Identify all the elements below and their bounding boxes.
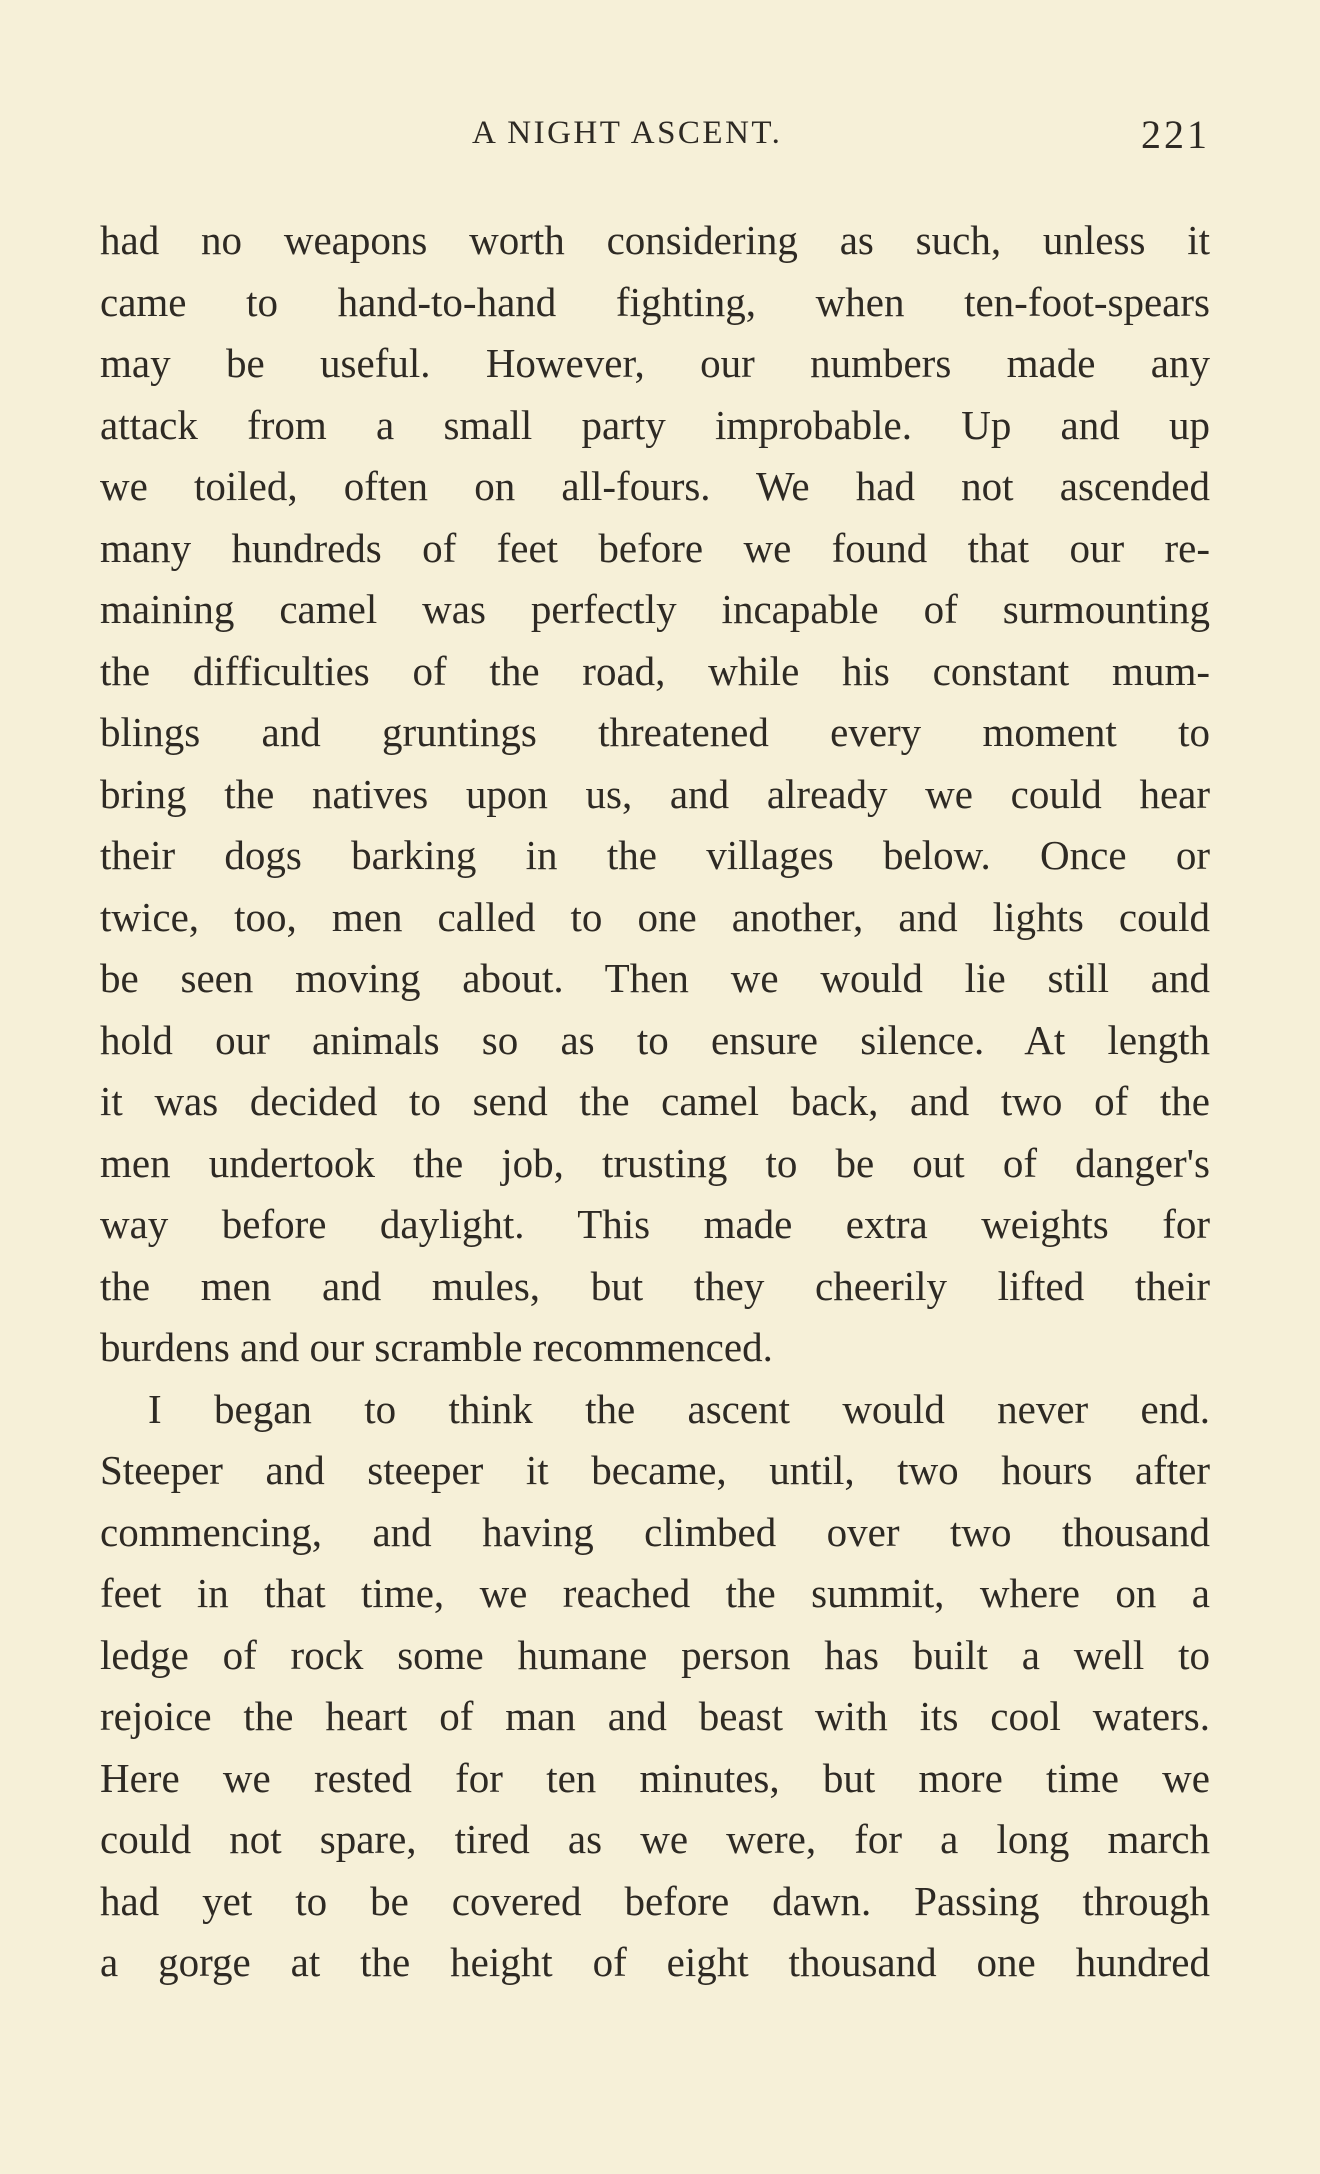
running-head: [100, 112, 1210, 165]
paragraph: [100, 210, 1210, 1379]
text-line: had yet to be covered before dawn. Passing through: [100, 1877, 1210, 1924]
text-line: attack from a small party improbable. Up and up: [100, 401, 1210, 448]
text-line: their dogs barking in the villages below. Once or: [100, 832, 1210, 878]
text-line: burdens and our scramble recommenced.: [100, 1324, 773, 1370]
text-line: twice, too, men called to one another, and lights could: [100, 893, 1210, 940]
text-line: Here we rested for ten minutes, but more time we: [100, 1754, 1210, 1801]
page-number: 221: [1141, 112, 1210, 157]
text-line: feet in that time, we reached the summit, where on a: [100, 1570, 1210, 1616]
text-line: blings and gruntings threatened every moment to: [100, 709, 1210, 755]
text-line: be seen moving about. Then we would lie still and: [100, 955, 1210, 1001]
text-line: ledge of rock some humane person has built a well to: [100, 1631, 1210, 1678]
text-line: Steeper and steeper it became, until, two hours after: [100, 1447, 1210, 1493]
text-line: had no weapons worth considering as such, unless it: [100, 217, 1210, 263]
body-text: [100, 210, 1210, 1994]
text-line: a gorge at the height of eight thousand one hundred: [100, 1939, 1210, 1985]
text-line: I began to think the ascent would never end.: [148, 1385, 1210, 1432]
text-line: came to hand-to-hand fighting, when ten-foot-spears: [100, 278, 1210, 325]
text-line: it was decided to send the camel back, and two of the: [100, 1078, 1210, 1124]
text-line: men undertook the job, trusting to be out of danger's: [100, 1139, 1210, 1186]
text-line: bring the natives upon us, and already we could hear: [100, 770, 1210, 817]
running-title: A NIGHT ASCENT.: [472, 115, 783, 151]
text-line: we toiled, often on all-fours. We had not ascended: [100, 463, 1210, 509]
paragraph: [100, 1379, 1210, 1994]
text-line: commencing, and having climbed over two thousand: [100, 1508, 1210, 1555]
text-line: may be useful. However, our numbers made any: [100, 340, 1210, 386]
text-line: maining camel was perfectly incapable of surmounting: [100, 586, 1210, 632]
text-line: rejoice the heart of man and beast with its cool waters.: [100, 1693, 1210, 1739]
text-line: way before daylight. This made extra weights for: [100, 1201, 1210, 1247]
text-line: the men and mules, but they cheerily lifted their: [100, 1262, 1210, 1309]
text-line: hold our animals so as to ensure silence. At length: [100, 1016, 1210, 1063]
text-line: many hundreds of feet before we found that our re-: [100, 524, 1210, 571]
text-line: could not spare, tired as we were, for a long march: [100, 1816, 1210, 1862]
text-line: the difficulties of the road, while his constant mum-: [100, 647, 1210, 694]
